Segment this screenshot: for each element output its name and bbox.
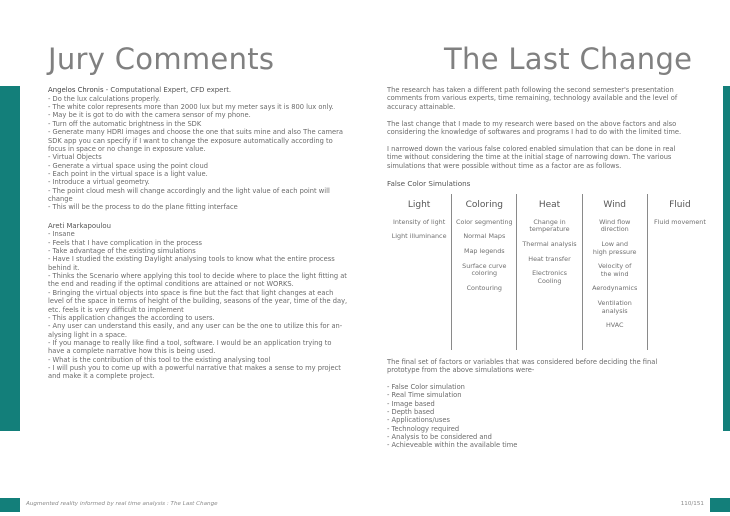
jury-comments-title: Jury Comments — [48, 42, 275, 76]
simulations-subheading: False Color Simulations — [387, 178, 471, 188]
table-cell-line: analysis — [601, 306, 628, 315]
false-color-simulations-table — [387, 194, 712, 350]
table-column-header: Light — [407, 199, 431, 210]
comment-line: - What is the contribution of this tool to the existing analysing tool — [48, 355, 271, 364]
comment-line: - Bringing the virtual objects into space is fine but the fact that light changes at each — [48, 288, 334, 297]
comment-line: - This application changes the according to users. — [48, 313, 215, 322]
jury-comments-column — [48, 86, 348, 381]
comment-line: the end and reading if the optimal conditions are attained or not WORKS. — [48, 280, 294, 289]
table-cell — [583, 219, 647, 234]
factor-item: - Achieveable within the available time — [387, 441, 518, 450]
table-cell — [517, 219, 581, 234]
comment-line: - Do the lux calculations properly. — [48, 94, 161, 103]
table-cell-line: Ventilation — [597, 298, 632, 307]
comment-line: - May be it is got to do with the camera sensor of my phone. — [48, 111, 251, 120]
table-column — [517, 194, 582, 350]
person1-comments — [48, 95, 344, 212]
table-cell-line: Aerodynamics — [592, 284, 638, 293]
table-cell — [583, 300, 647, 315]
table-cell — [583, 263, 647, 278]
table-cell-line: Heat transfer — [528, 254, 571, 263]
factor-item: - Depth based — [387, 408, 435, 417]
person1-heading — [48, 86, 344, 95]
table-cell-line: Thermal analysis — [522, 239, 577, 248]
left-accent-bar — [0, 86, 20, 431]
page-number: 110/151 — [680, 501, 704, 507]
table-cell-line: Contouring — [466, 283, 502, 292]
table-cell-line: high pressure — [592, 247, 637, 256]
comment-line: have a complete narrative how this is being used. — [48, 347, 216, 356]
comment-line: - Generate many HDRI images and choose the one that suits mine and also The camera — [48, 128, 343, 137]
right-accent-bar — [723, 86, 730, 431]
comment-line: - Virtual Objects — [48, 153, 102, 162]
table-cell-line: Intensity of light — [393, 217, 446, 226]
table-cell-line: Electronics — [532, 269, 567, 278]
person1-name: Angelos Chronis — [48, 86, 104, 94]
table-column-header: Heat — [538, 199, 561, 210]
table-cell — [517, 270, 581, 285]
comment-line: - The point cloud mesh will change accordingly and the light value of each point will — [48, 186, 330, 195]
comment-line: - Take advantage of the existing simulations — [48, 247, 196, 256]
table-cell — [452, 233, 516, 241]
comment-line: focus in space or no change in exposure value. — [48, 144, 206, 153]
table-cell-line: Light illuminance — [391, 232, 447, 241]
factor-item: - False Color simulation — [387, 383, 465, 392]
table-cell — [583, 285, 647, 293]
table-column-header: Wind — [603, 199, 627, 210]
table-cell-line: Normal Maps — [463, 232, 506, 241]
comment-line: - Have I studied the existing Daylight analysing tools to know what the entire process — [48, 255, 335, 264]
table-cell — [387, 219, 451, 227]
table-cell — [387, 233, 451, 241]
table-cell — [583, 322, 647, 330]
comment-line: - Feels that I have complication in the process — [48, 238, 203, 247]
table-column — [452, 194, 517, 350]
table-cell-line: the wind — [600, 269, 629, 278]
table-cell-line: Velocity of — [598, 262, 632, 271]
table-cell-line: Cooling — [537, 276, 562, 285]
table-cell-line: Color segmenting — [455, 217, 513, 226]
table-column-header: Fluid — [669, 199, 691, 210]
table-cell-line: Surface curve — [462, 261, 507, 270]
comment-line: - Generate a virtual space using the point cloud — [48, 161, 208, 170]
comment-line: and make it a complete project. — [48, 372, 155, 381]
comment-line: behind it. — [48, 263, 80, 272]
table-cell — [452, 219, 516, 227]
table-cell-line: Change in — [533, 217, 566, 226]
last-change-column — [387, 86, 706, 450]
comment-line: - Any user can understand this easily, and any user can be the one to utilize this for an- — [48, 322, 343, 331]
table-column — [387, 194, 452, 350]
last-change-title: The Last Change — [444, 42, 693, 76]
comment-line: change — [48, 194, 73, 203]
comment-line: - The white color represents more than 2000 lux but my meter says it is 800 lux only. — [48, 103, 334, 112]
paragraph-4: The final set of factors or variables that was considered before deciding the final prototype from the above simulations were- — [387, 357, 658, 375]
comment-line: - Turn off the automatic brightness in the SDK — [48, 119, 202, 128]
factor-item: - Technology required — [387, 424, 460, 433]
comment-line: alysing light in a space. — [48, 330, 128, 339]
comment-line: - Thinks the Scenario where applying this tool to decide where to place the light fitting at — [48, 272, 347, 281]
factor-item: - Applications/uses — [387, 416, 450, 425]
person2-comments — [48, 230, 348, 381]
factor-item: - Analysis to be considered and — [387, 433, 492, 442]
table-cell-line: Map legends — [463, 246, 505, 255]
person1-role: - Computational Expert, CFD expert. — [103, 86, 232, 94]
table-cell-line: direction — [600, 225, 629, 234]
table-column — [648, 194, 712, 350]
table-cell — [583, 241, 647, 256]
table-cell-line: coloring — [471, 269, 498, 278]
factor-item: - Real Time simulation — [387, 391, 462, 400]
factors-list — [387, 383, 687, 450]
footer-left-block — [0, 498, 20, 512]
footer-caption: Augmented reality informed by real time analysis : The Last Change — [26, 501, 218, 507]
comment-line: - Insane — [48, 230, 75, 239]
table-cell — [452, 248, 516, 256]
table-cell-line: Fluid movement — [653, 217, 706, 226]
table-cell — [517, 241, 581, 249]
comment-line: - I will push you to come up with a powerful narrative that makes a sense to my project — [48, 363, 341, 372]
table-cell-line: HVAC — [605, 321, 624, 330]
table-cell — [648, 219, 712, 227]
footer-right-block — [710, 498, 730, 512]
table-cell — [452, 285, 516, 293]
paragraph-2: The last change that I made to my research were based on the above factors and also considering the knowledge of softwares and programs I had to do with the limited time. — [387, 119, 682, 137]
table-cell-line: temperature — [529, 225, 570, 234]
table-cell-line: Low and — [601, 239, 629, 248]
table-cell — [517, 256, 581, 264]
table-cell — [452, 263, 516, 278]
comment-line: - Each point in the virtual space is a light value. — [48, 169, 208, 178]
comment-line: level of the space in terms of height of the building, seasons of the year, time of the day, — [48, 297, 348, 306]
comment-line: - Introduce a virtual geometry. — [48, 178, 150, 187]
person2-name: Areti Markapoulou — [48, 221, 111, 230]
table-column-header: Coloring — [465, 199, 504, 210]
comment-line: - If you manage to really like find a tool, software. I would be an application trying to — [48, 338, 332, 347]
comment-line: - This will be the process to do the plane fitting interface — [48, 203, 238, 212]
comment-line: SDK app you can specify if I want to change the exposure automatically according to — [48, 136, 333, 145]
paragraph-1: The research has taken a different path following the second semester's presentation comments from various experts, time remaining, technology available and the level of accuracy attainable. — [387, 86, 678, 111]
table-cell-line: Wind flow — [599, 217, 631, 226]
table-column — [583, 194, 648, 350]
comment-line: etc. feels it is very difficult to implement — [48, 305, 184, 314]
paragraph-3: I narrowed down the various false colored enabled simulation that can be done in real time without considering the time at the initial stage of narrowing down. The various simulations that were possible without time as a factor are as follows. — [387, 145, 676, 170]
factor-item: - Image based — [387, 399, 435, 408]
